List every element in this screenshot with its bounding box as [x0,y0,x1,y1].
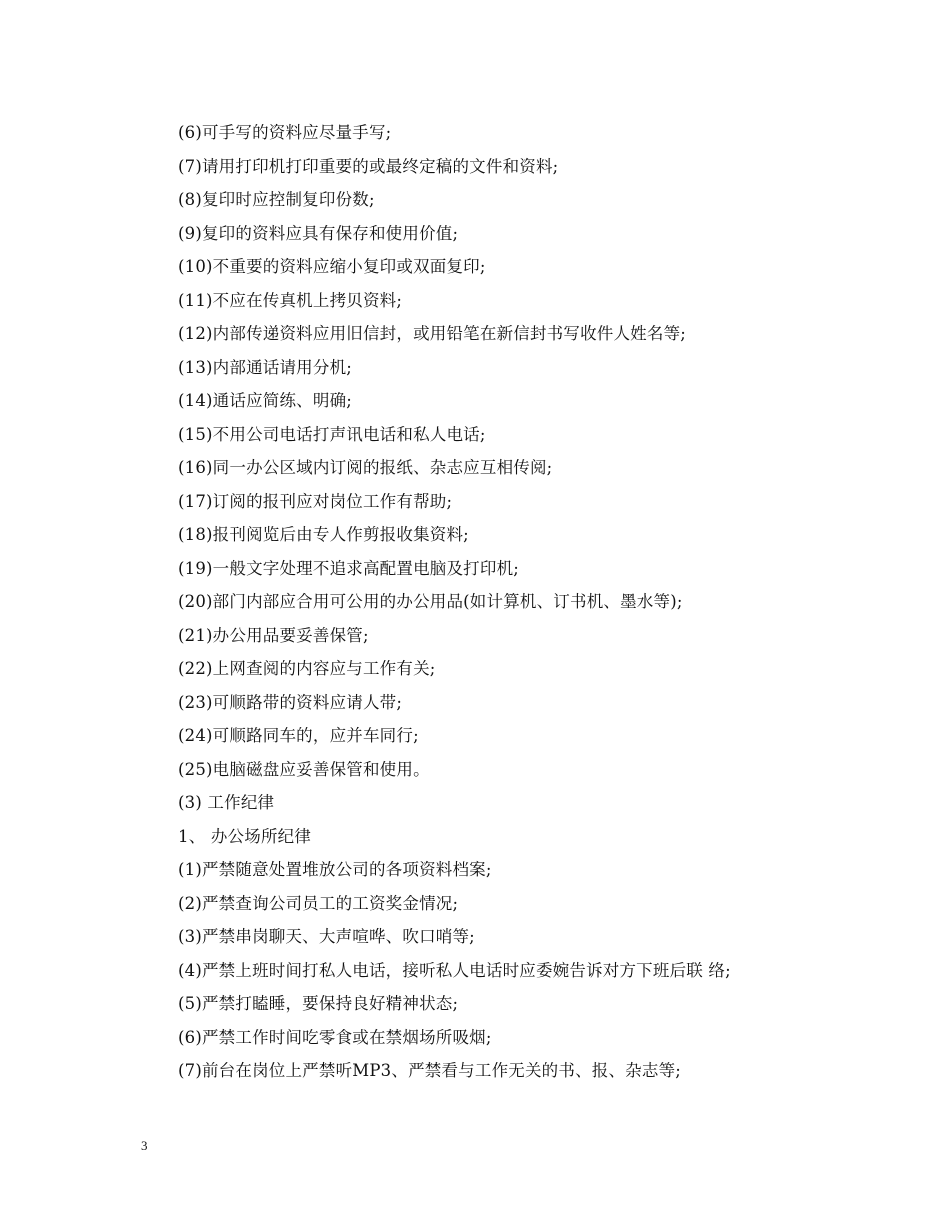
list-item: (10)不重要的资料应缩小复印或双面复印; [178,257,486,276]
list-item: (21)办公用品要妥善保管; [178,625,369,645]
list-item: (17)订阅的报刊应对岗位工作有帮助; [178,491,453,511]
list-item: (1)严禁随意处置堆放公司的各项资料档案; [178,860,492,879]
list-item: (5)严禁打瞌睡，要保持良好精神状态; [178,994,459,1013]
list-item: (3)严禁串岗聊天、大声喧哗、吹口哨等; [178,927,475,946]
list-item: (25)电脑磁盘应妥善保管和使用。 [178,759,430,779]
list-item: (6)可手写的资料应尽量手写; [178,123,392,142]
subsection-heading: 1、 办公场所纪律 [178,826,312,846]
section-heading: (3) 工作纪律 [178,793,275,812]
list-item: (13)内部通话请用分机; [178,357,353,377]
document-body [178,116,878,1088]
list-item: (24)可顺路同车的，应并车同行; [178,726,419,745]
page-number: 3 [141,1138,148,1153]
list-item: (12)内部传递资料应用旧信封，或用铅笔在新信封书写收件人姓名等; [178,324,687,343]
list-item: (6)严禁工作时间吃零食或在禁烟场所吸烟; [178,1027,492,1047]
list-item: (19)一般文字处理不追求高配置电脑及打印机; [178,558,520,578]
list-item: (22)上网查阅的内容应与工作有关; [178,659,436,678]
list-item: (16)同一办公区域内订阅的报纸、杂志应互相传阅; [178,458,553,477]
list-item: (11)不应在传真机上拷贝资料; [178,290,403,310]
list-item: (7)前台在岗位上严禁听MP3、严禁看与工作无关的书、报、杂志等; [178,1061,682,1080]
list-item: (9)复印的资料应具有保存和使用价值; [178,223,459,243]
list-item: (23)可顺路带的资料应请人带; [178,692,403,712]
list-item: (2)严禁查询公司员工的工资奖金情况; [178,893,459,913]
list-item: (18)报刊阅览后由专人作剪报收集资料; [178,525,469,544]
list-item: (20)部门内部应合用可公用的办公用品(如计算机、订书机、墨水等); [178,592,683,611]
list-item: (15)不用公司电话打声讯电话和私人电话; [178,424,486,444]
list-item: (7)请用打印机打印重要的或最终定稿的文件和资料; [178,156,559,176]
list-item: (14)通话应简练、明确; [178,391,353,410]
list-item: (8)复印时应控制复印份数; [178,190,375,209]
list-item: (4)严禁上班时间打私人电话，接听私人电话时应委婉告诉对方下班后联 络; [178,960,731,980]
